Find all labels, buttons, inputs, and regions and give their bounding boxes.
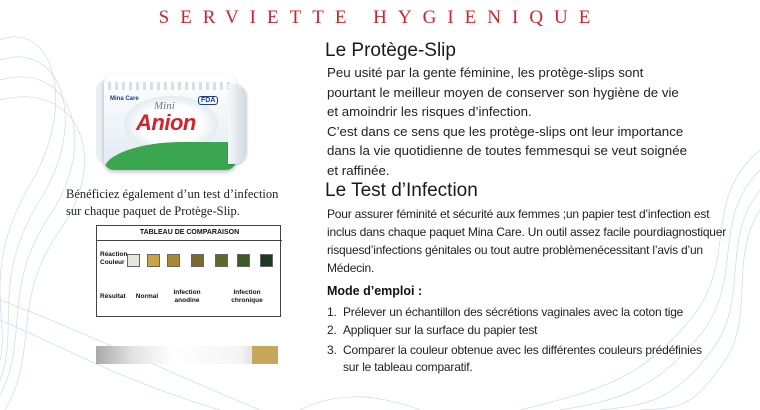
color-swatch <box>147 254 160 267</box>
instruction-step-3-continued: sur le tableau comparatif. <box>343 360 473 374</box>
result-anodine <box>167 289 207 305</box>
color-swatch <box>127 254 140 267</box>
mode-emploi-title: Mode d’emploi : <box>327 284 423 298</box>
package-tip <box>228 84 246 164</box>
note-line-2: sur chaque paquet de Protège-Slip. <box>66 204 240 218</box>
result-chronique-2: chronique <box>231 297 263 304</box>
result-anodine-2: anodine <box>174 297 200 304</box>
text-line: pourtant le meilleur moyen de conserver son hygiène de vie <box>327 84 679 100</box>
result-anodine-1: Infection <box>173 289 201 296</box>
brand-logo: Mina Care <box>110 96 139 102</box>
test-strip <box>96 346 278 364</box>
step-number: 2. <box>327 323 337 337</box>
step-text: Comparer la couleur obtenue avec les différentes couleurs prédéfinies <box>343 343 702 357</box>
fda-badge: FDA <box>198 96 218 105</box>
note-line-1: Bénéficiez également d’un test d’infection <box>66 187 279 201</box>
step-number: 3. <box>327 343 337 357</box>
section-text-protege-slip <box>327 63 757 180</box>
row-label-color <box>100 251 127 267</box>
brand-mini-label: Mini <box>154 100 175 112</box>
result-normal: Normal <box>135 293 159 300</box>
text-line: Médecin. <box>327 261 375 275</box>
row-label-color-2: Couleur <box>100 259 125 266</box>
infection-test-note <box>66 186 306 220</box>
text-line: inclus dans chaque paquet Mina Care. Un outil assez facile pourdiagnostiquer <box>327 225 727 239</box>
color-swatch <box>237 254 250 267</box>
package-body <box>104 74 236 170</box>
step-text: Appliquer sur la surface du papier test <box>343 323 538 337</box>
text-line: Peu usité par la gente féminine, les protège-slips sont <box>327 65 644 80</box>
result-chronique-1: Infection <box>233 289 261 296</box>
row-label-color-1: Réaction <box>100 251 128 258</box>
step-text: Prélever un échantillon des sécrétions vaginales avec la coton tige <box>343 305 684 319</box>
table-divider <box>97 240 282 241</box>
product-package-image <box>92 70 252 178</box>
table-header: TABLEAU DE COMPARAISON <box>139 229 240 236</box>
color-swatch <box>260 254 273 267</box>
text-line: risquesd’infections génitales ou tout autre problèmenécessitant l’avis d’un <box>327 243 703 257</box>
section-heading-test-infection: Le Test d’Infection <box>325 180 478 201</box>
page-title: SERVIETTE HYGIENIQUE <box>158 7 602 28</box>
result-chronique <box>222 289 272 305</box>
text-line: dans la vie quotidienne de toutes femmesqui se veut soignée <box>327 143 687 158</box>
step-number: 1. <box>327 305 337 319</box>
section-heading-protege-slip: Le Protège-Slip <box>325 40 456 61</box>
comparison-table <box>96 225 281 317</box>
section-text-test-infection <box>327 205 757 277</box>
text-line: et amoindrir les risques d’infection. <box>327 104 532 119</box>
color-swatch <box>215 254 228 267</box>
color-swatch <box>167 254 180 267</box>
text-line: et raffinée. <box>327 162 390 178</box>
text-line: C’est dans ce sens que les protège-slips ont leur importance <box>327 123 684 139</box>
brand-name: Anion <box>136 110 196 135</box>
package-green-band <box>104 142 236 170</box>
text-line: Pour assurer féminité et sécurité aux femmes ;un papier test d’infection est <box>327 207 710 221</box>
package-pattern <box>108 82 232 90</box>
color-swatch <box>191 254 204 267</box>
test-strip-pad <box>252 346 278 364</box>
row-label-result: Résultat <box>100 293 126 300</box>
